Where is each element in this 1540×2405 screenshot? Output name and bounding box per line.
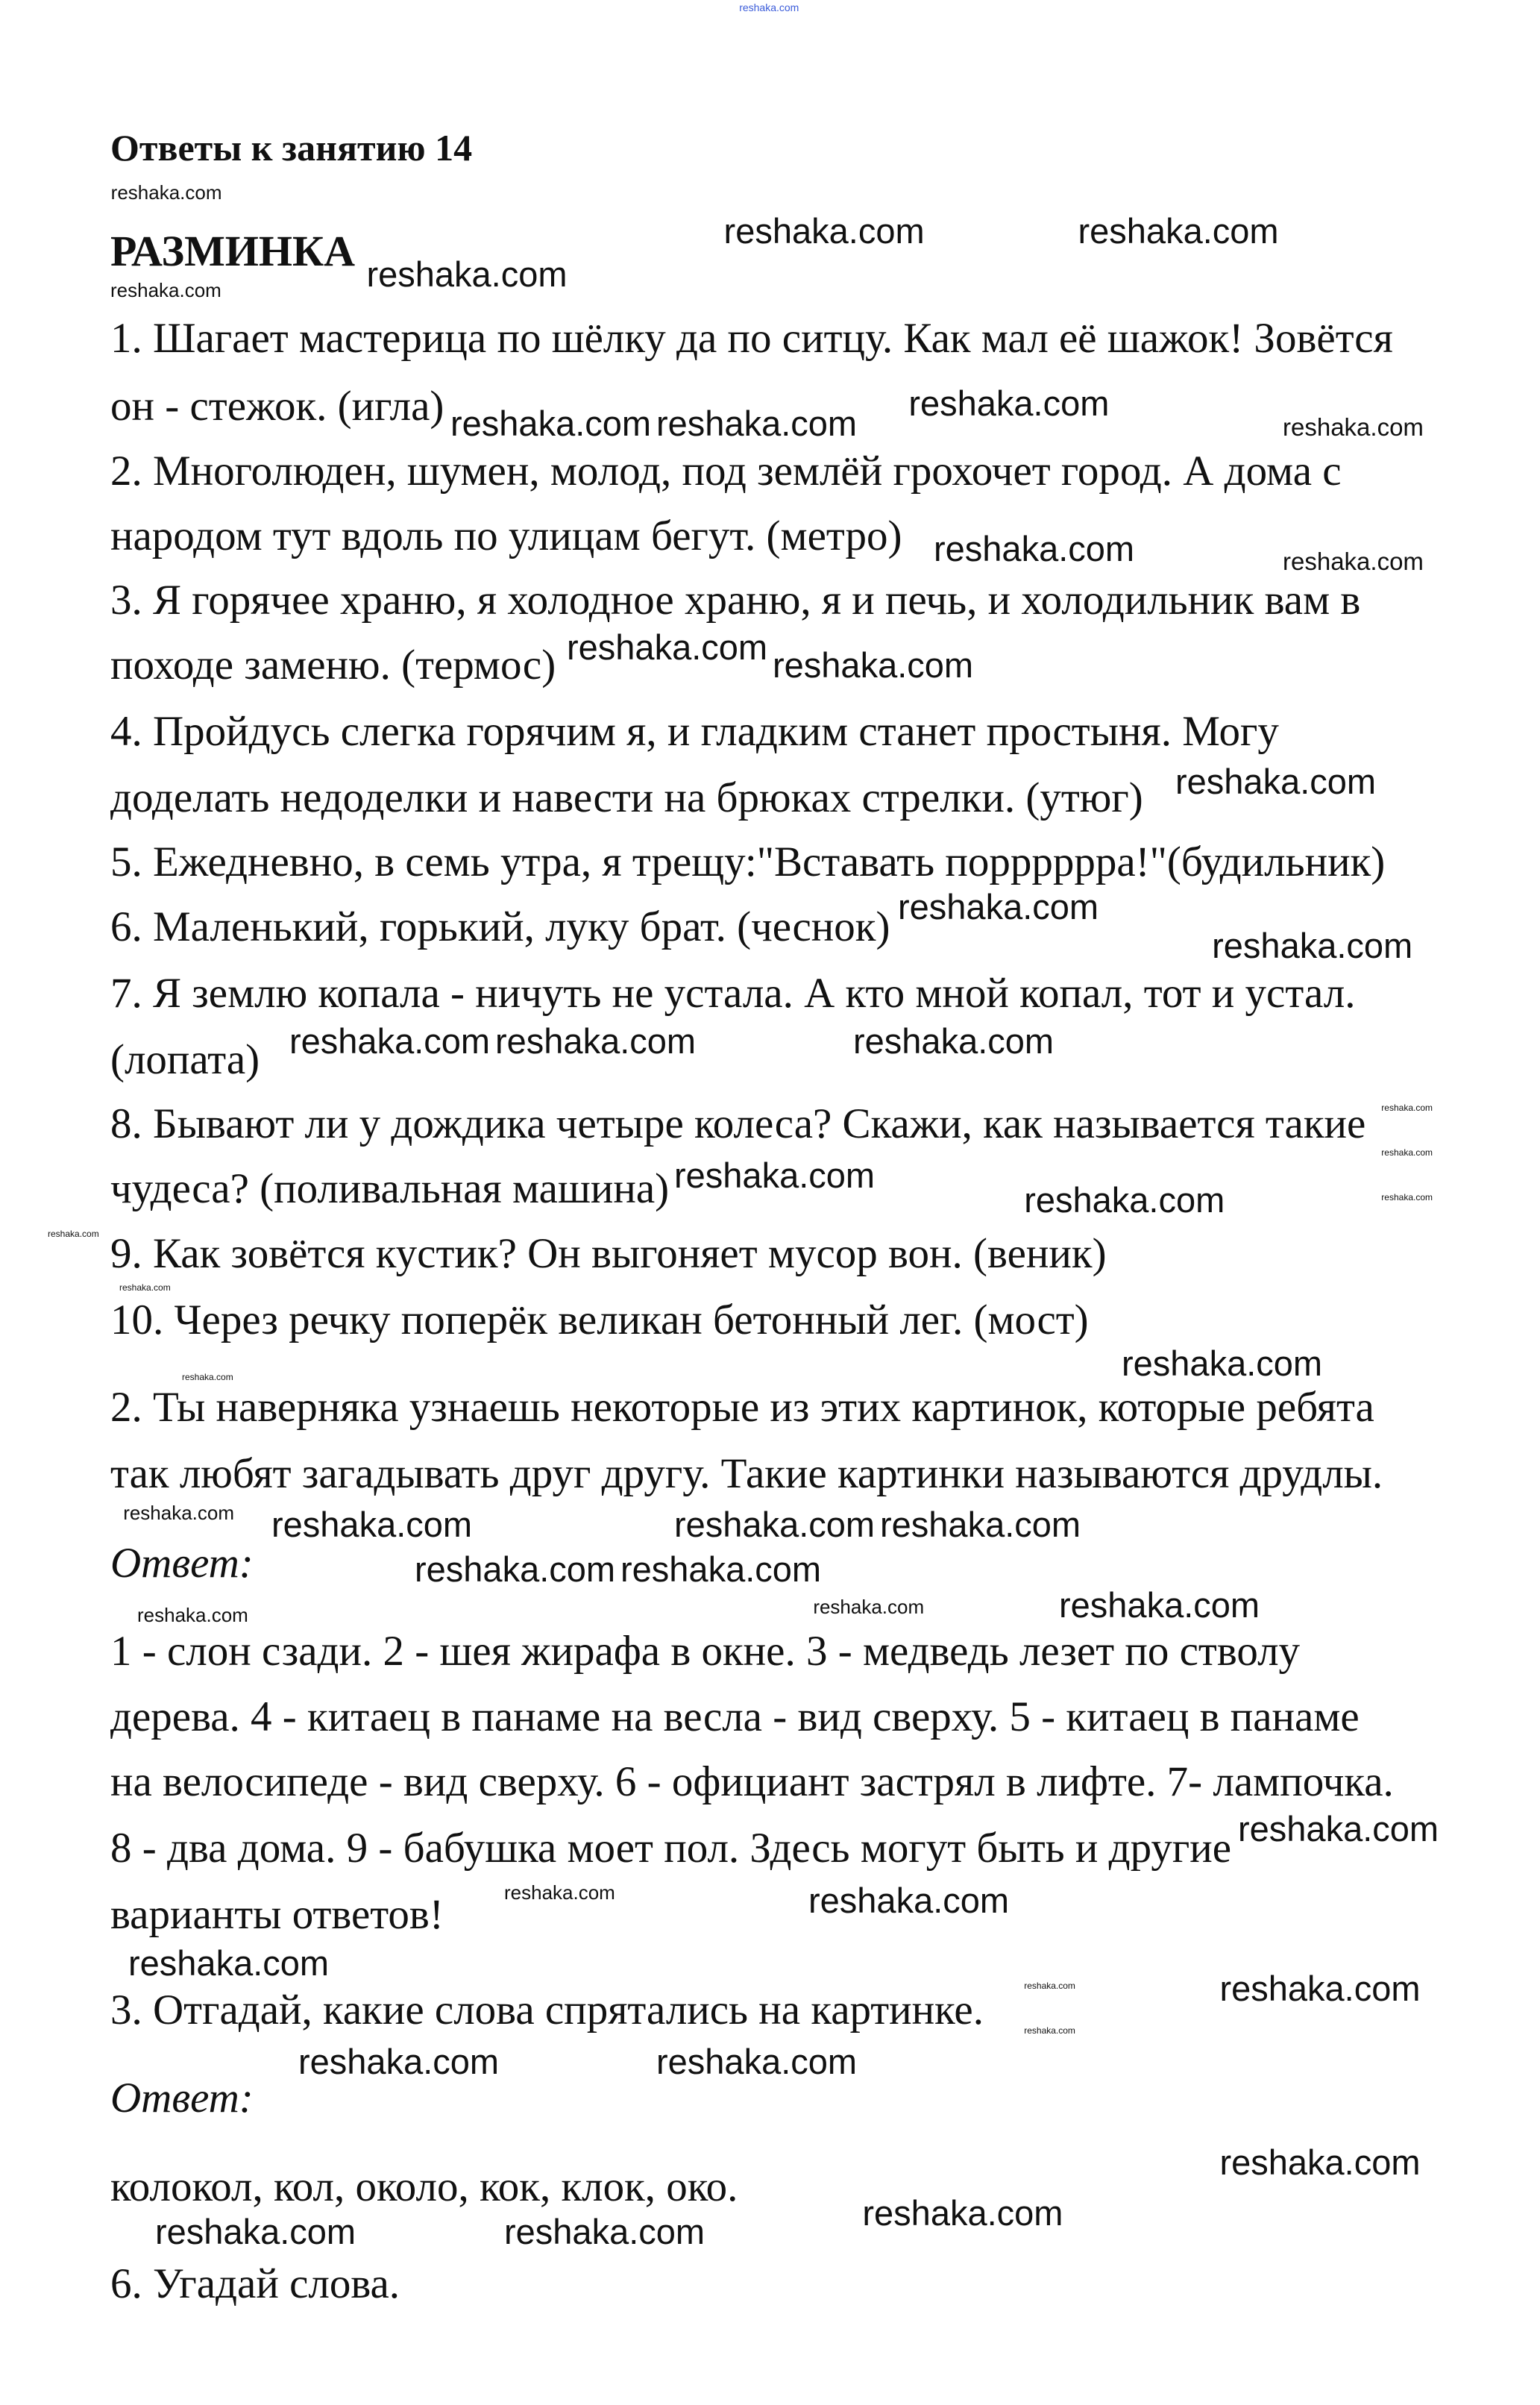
text-line: 9. Как зовётся кустик? Он выгоняет мусор вон. (веник) bbox=[110, 1229, 1107, 1277]
watermark: reshaka.com bbox=[110, 279, 221, 301]
text-line: походе заменю. (термос) bbox=[110, 642, 556, 689]
watermark: reshaka.com bbox=[567, 627, 768, 667]
watermark: reshaka.com bbox=[415, 1549, 616, 1589]
text-line: чудеса? (поливальная машина) bbox=[110, 1165, 670, 1213]
watermark: reshaka.com bbox=[271, 1505, 473, 1544]
watermark: reshaka.com bbox=[723, 210, 925, 251]
watermark: reshaka.com bbox=[898, 887, 1099, 926]
watermark: reshaka.com bbox=[1219, 1968, 1421, 2008]
watermark: reshaka.com bbox=[1283, 548, 1424, 575]
watermark: reshaka.com bbox=[934, 529, 1135, 568]
watermark: reshaka.com bbox=[1024, 1179, 1225, 1220]
watermark: reshaka.com bbox=[289, 1021, 491, 1061]
answer-label: Ответ: bbox=[110, 2074, 254, 2122]
text-line: 1. Шагает мастерица по шёлку да по ситцу. Как мал её шажок! Зовётся bbox=[110, 315, 1393, 363]
watermark: reshaka.com bbox=[656, 2042, 858, 2081]
watermark: reshaka.com bbox=[773, 645, 974, 685]
watermark: reshaka.com bbox=[1024, 1980, 1075, 1991]
watermark: reshaka.com bbox=[495, 1021, 697, 1061]
watermark: reshaka.com bbox=[674, 1505, 876, 1544]
text-line: 10. Через речку поперёк великан бетонный лег. (мост) bbox=[110, 1296, 1089, 1343]
watermark: reshaka.com bbox=[1212, 925, 1413, 965]
watermark: reshaka.com bbox=[862, 2193, 1063, 2233]
text-line: 1 - слон сзади. 2 - шея жирафа в окне. 3 - медведь лезет по стволу bbox=[110, 1627, 1301, 1675]
watermark: reshaka.com bbox=[1059, 1585, 1260, 1625]
answer-label: Ответ: bbox=[110, 1539, 254, 1587]
watermark: reshaka.com bbox=[808, 1881, 1010, 1920]
watermark: reshaka.com bbox=[739, 1, 799, 14]
text-line: 7. Я землю копала - ничуть не устала. А кто мной копал, тот и устал. bbox=[110, 969, 1356, 1017]
text-line: колокол, кол, около, кок, клок, око. bbox=[110, 2163, 738, 2211]
text-line: народом тут вдоль по улицам бегут. (метро) bbox=[110, 512, 902, 559]
watermark: reshaka.com bbox=[674, 1156, 876, 1195]
watermark: reshaka.com bbox=[1122, 1343, 1323, 1383]
watermark: reshaka.com bbox=[119, 1282, 171, 1293]
text-line: он - стежок. (игла) bbox=[110, 383, 444, 430]
section-heading: РАЗМИНКА bbox=[110, 226, 355, 275]
watermark: reshaka.com bbox=[504, 2212, 705, 2251]
watermark: reshaka.com bbox=[128, 1943, 330, 1983]
watermark: reshaka.com bbox=[155, 2212, 356, 2251]
text-line: 3. Отгадай, какие слова спрятались на картинке. bbox=[110, 1986, 984, 2034]
text-line: дерева. 4 - китаец в панаме на весла - вид сверху. 5 - китаец в панаме bbox=[110, 1693, 1360, 1741]
watermark: reshaka.com bbox=[110, 181, 222, 204]
watermark: reshaka.com bbox=[48, 1229, 99, 1239]
watermark: reshaka.com bbox=[1381, 1191, 1433, 1202]
watermark: reshaka.com bbox=[1024, 2025, 1075, 2036]
watermark: reshaka.com bbox=[620, 1549, 822, 1589]
text-line: 2. Ты наверняка узнаешь некоторые из этих картинок, которые ребята bbox=[110, 1384, 1374, 1432]
watermark: reshaka.com bbox=[853, 1021, 1055, 1061]
watermark: reshaka.com bbox=[908, 383, 1110, 424]
watermark: reshaka.com bbox=[1381, 1102, 1433, 1113]
page-title: Ответы к занятию 14 bbox=[110, 127, 473, 169]
watermark: reshaka.com bbox=[450, 404, 652, 443]
text-line: 8. Бывают ли у дождика четыре колеса? Скажи, как называется такие bbox=[110, 1100, 1366, 1148]
text-line: 2. Многолюден, шумен, молод, под землёй грохочет город. А дома с bbox=[110, 447, 1342, 495]
watermark: reshaka.com bbox=[137, 1604, 248, 1626]
text-line: на велосипеде - вид сверху. 6 - официант застрял в лифте. 7- лампочка. bbox=[110, 1758, 1394, 1806]
text-line: так любят загадывать друг другу. Такие картинки называются друдлы. bbox=[110, 1450, 1383, 1498]
text-line: (лопата) bbox=[110, 1035, 260, 1083]
text-line: 6. Угадай слова. bbox=[110, 2260, 400, 2308]
watermark: reshaka.com bbox=[656, 404, 858, 443]
watermark: reshaka.com bbox=[504, 1881, 615, 1904]
text-line: варианты ответов! bbox=[110, 1890, 444, 1938]
watermark: reshaka.com bbox=[1175, 762, 1377, 801]
text-line: 4. Пройдусь слегка горячим я, и гладким станет простыня. Могу bbox=[110, 707, 1279, 755]
watermark: reshaka.com bbox=[1219, 2142, 1421, 2183]
text-line: 5. Ежедневно, в семь утра, я трещу:"Вставать порррррра!"(будильник) bbox=[110, 838, 1386, 886]
watermark: reshaka.com bbox=[123, 1501, 235, 1524]
watermark: reshaka.com bbox=[182, 1372, 233, 1382]
watermark: reshaka.com bbox=[1078, 210, 1279, 251]
watermark: reshaka.com bbox=[366, 254, 568, 294]
watermark: reshaka.com bbox=[1283, 413, 1424, 441]
watermark: reshaka.com bbox=[1238, 1809, 1439, 1849]
watermark: reshaka.com bbox=[298, 2042, 500, 2081]
text-line: 8 - два дома. 9 - бабушка моет пол. Здесь могут быть и другие bbox=[110, 1825, 1232, 1872]
watermark: reshaka.com bbox=[813, 1595, 925, 1618]
watermark: reshaka.com bbox=[880, 1505, 1081, 1544]
text-line: 6. Маленький, горький, луку брат. (чеснок) bbox=[110, 903, 890, 951]
watermark: reshaka.com bbox=[1381, 1147, 1433, 1158]
text-line: 3. Я горячее храню, я холодное храню, я и печь, и холодильник вам в bbox=[110, 577, 1361, 624]
text-line: доделать недоделки и навести на брюках стрелки. (утюг) bbox=[110, 774, 1143, 821]
